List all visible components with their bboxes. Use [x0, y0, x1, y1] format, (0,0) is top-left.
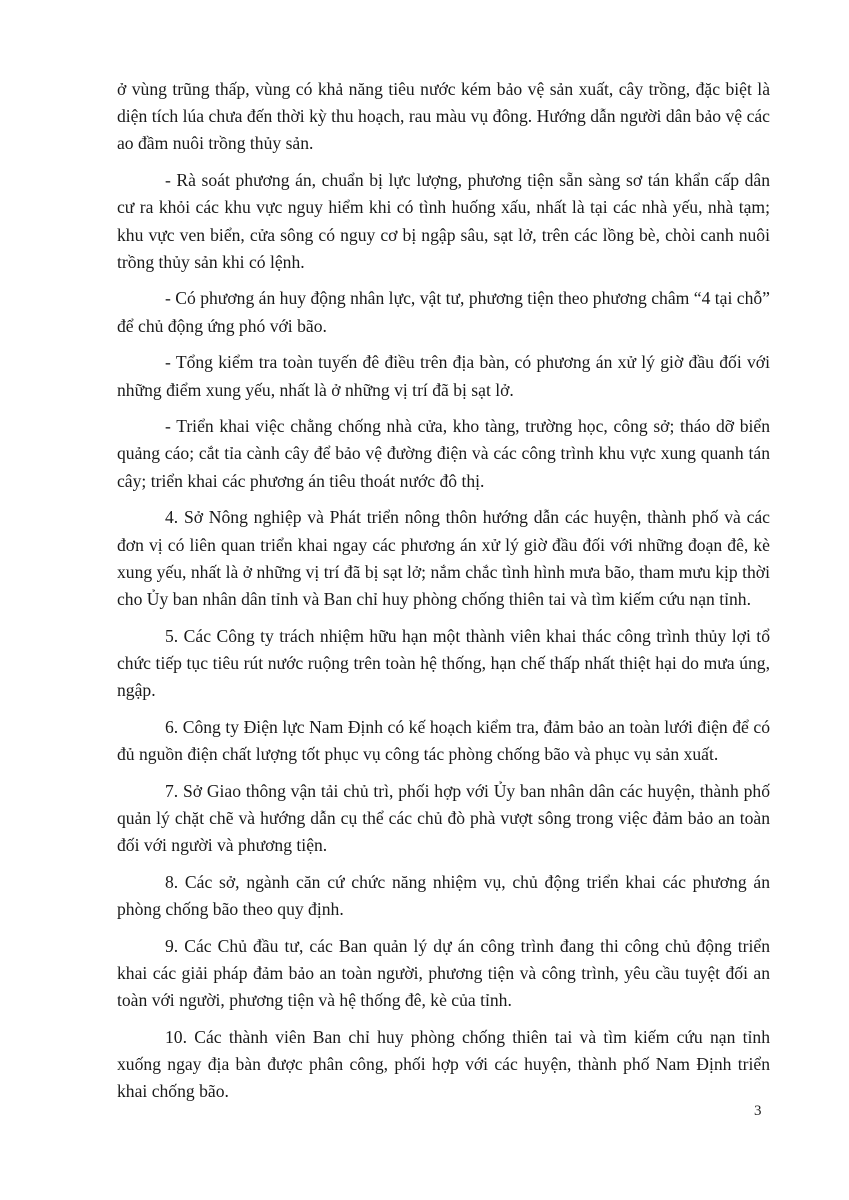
paragraph-item-4: 4. Sở Nông nghiệp và Phát triển nông thôn hướng dẫn các huyện, thành phố và các đơn vị có liên quan triển khai ngay các phương án xử lý giờ đầu đối với những đoạn đê, kè xung yếu, nhất là ở những vị trí đã bị sạt lở; nắm chắc tình hình mưa bão, tham mưu kịp thời cho Ủy ban nhân dân tỉnh và Ban chỉ huy phòng chống thiên tai và tìm kiếm cứu nạn tỉnh.	[117, 507, 770, 609]
document-page	[117, 76, 770, 1115]
paragraph-securing-buildings: - Triển khai việc chằng chống nhà cửa, kho tàng, trường học, công sở; tháo dỡ biển quảng cáo; cắt tỉa cành cây để bảo vệ đường điện và các công trình khu vực xung quanh tán cây; triển khai các phương án tiêu thoát nước đô thị.	[117, 416, 770, 491]
page-number: 3	[754, 1103, 762, 1119]
paragraph-item-9: 9. Các Chủ đầu tư, các Ban quản lý dự án công trình đang thi công chủ động triển khai các giải pháp đảm bảo an toàn người, phương tiện và công trình, yêu cầu tuyệt đối an toàn với người, phương tiện và hệ thống đê, kè của tỉnh.	[117, 935, 770, 1011]
paragraph-item-10: 10. Các thành viên Ban chỉ huy phòng chống thiên tai và tìm kiếm cứu nạn tỉnh xuống ngay địa bàn được phân công, phối hợp với các huyện, thành phố Nam Định triển khai chống bão.	[117, 1026, 770, 1102]
paragraph-evacuation: - Rà soát phương án, chuẩn bị lực lượng, phương tiện sẵn sàng sơ tán khẩn cấp dân cư ra khỏi các khu vực nguy hiểm khi có tình huống xấu, nhất là tại các nhà yếu, nhà tạm; khu vực ven biển, cửa sông có nguy cơ bị ngập sâu, sạt lở, trên các lồng bè, chòi canh nuôi trồng thủy sản khi có lệnh.	[117, 170, 770, 272]
paragraph-continuation: ở vùng trũng thấp, vùng có khả năng tiêu nước kém bảo vệ sản xuất, cây trồng, đặc biệt là diện tích lúa chưa đến thời kỳ thu hoạch, rau màu vụ đông. Hướng dẫn người dân bảo vệ các ao đầm nuôi trồng thủy sản.	[117, 79, 770, 154]
paragraph-dike-inspection: - Tổng kiểm tra toàn tuyến đê điều trên địa bàn, có phương án xử lý giờ đầu đối với những điểm xung yếu, nhất là ở những vị trí đã bị sạt lở.	[117, 352, 770, 400]
paragraph-item-5: 5. Các Công ty trách nhiệm hữu hạn một thành viên khai thác công trình thủy lợi tổ chức tiếp tục tiêu rút nước ruộng trên toàn hệ thống, hạn chế thấp nhất thiệt hại do mưa úng, ngập.	[117, 625, 770, 701]
paragraph-item-7: 7. Sở Giao thông vận tải chủ trì, phối hợp với Ủy ban nhân dân các huyện, thành phố quản lý chặt chẽ và hướng dẫn cụ thể các chủ đò phà vượt sông trong việc đảm bảo an toàn đối với người và phương tiện.	[117, 780, 770, 856]
paragraph-mobilization: - Có phương án huy động nhân lực, vật tư, phương tiện theo phương châm “4 tại chỗ” để chủ động ứng phó với bão.	[117, 288, 770, 336]
paragraph-item-6: 6. Công ty Điện lực Nam Định có kế hoạch kiểm tra, đảm bảo an toàn lưới điện để có đủ nguồn điện chất lượng tốt phục vụ công tác phòng chống bão và phục vụ sản xuất.	[117, 716, 770, 764]
paragraph-item-8: 8. Các sở, ngành căn cứ chức năng nhiệm vụ, chủ động triển khai các phương án phòng chống bão theo quy định.	[117, 871, 770, 919]
